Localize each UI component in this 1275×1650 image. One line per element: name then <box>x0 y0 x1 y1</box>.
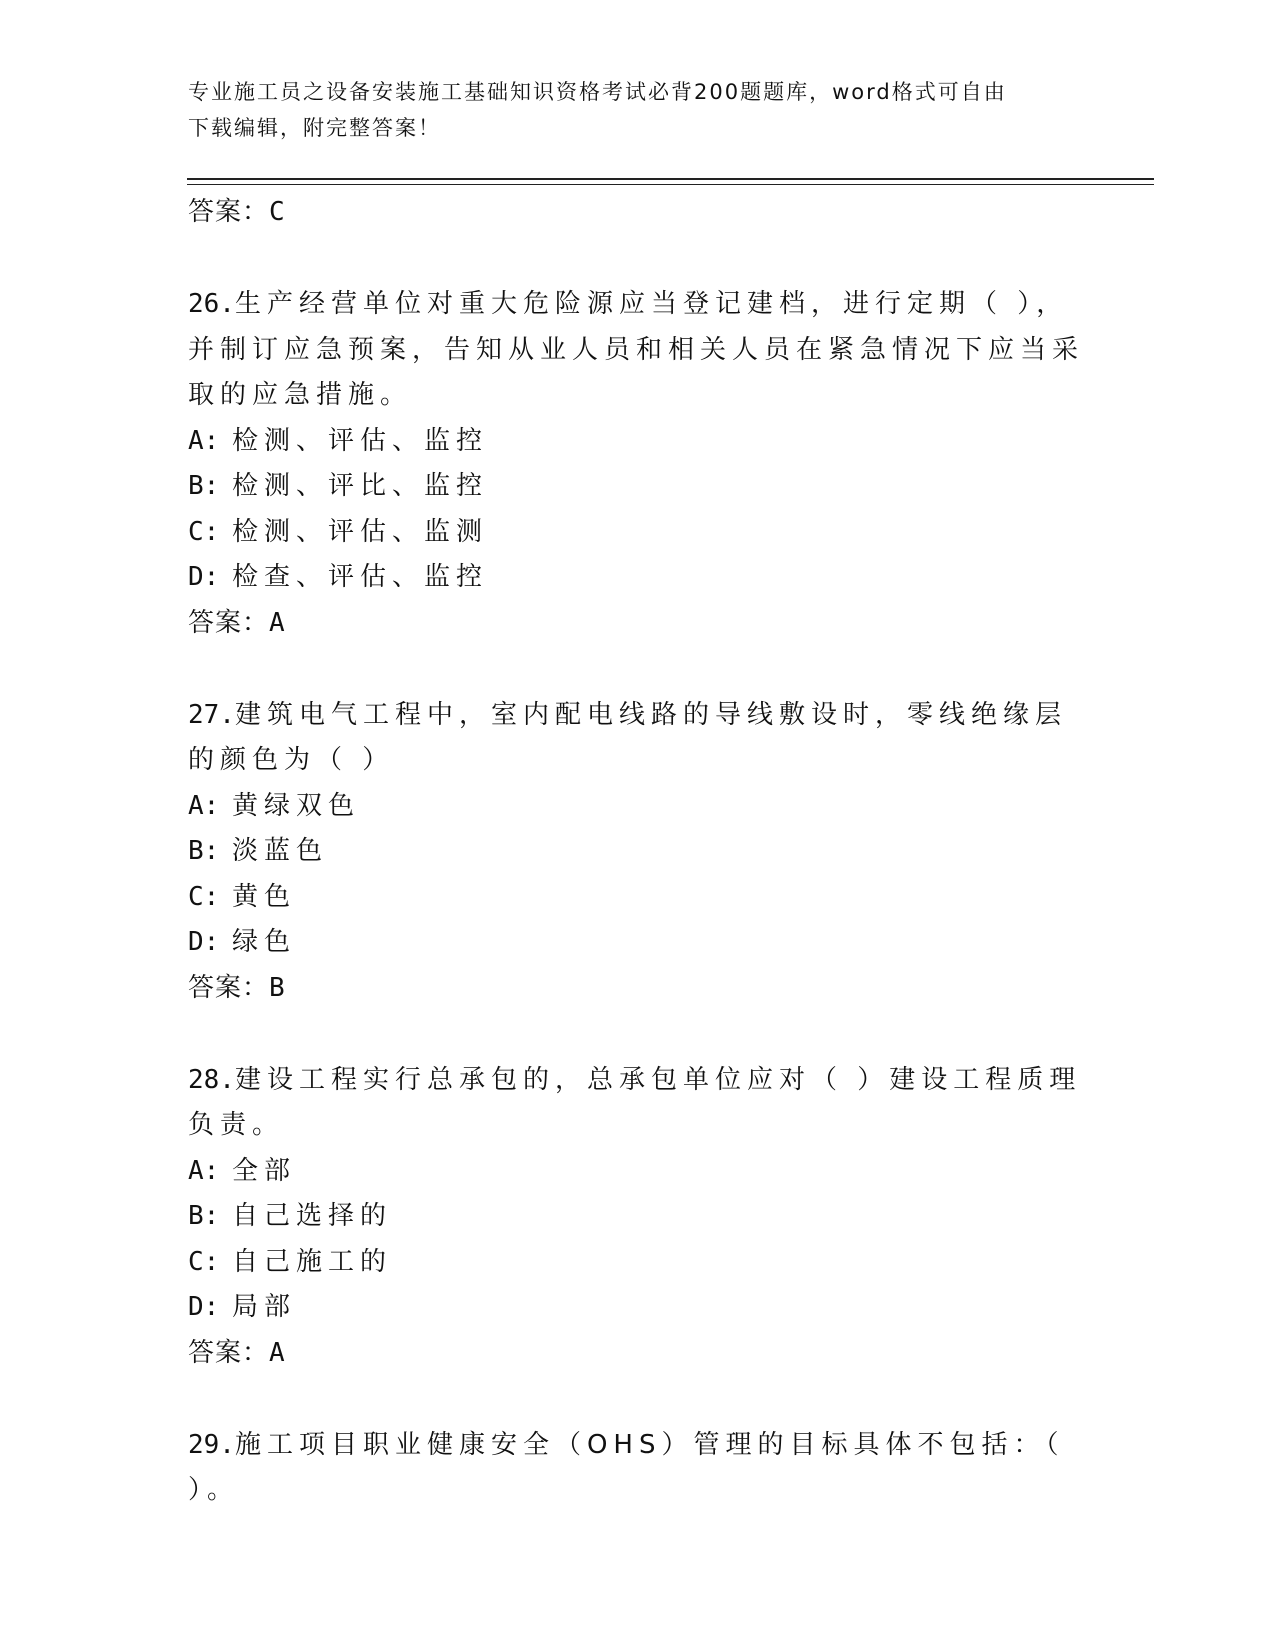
option-letter: B: <box>188 836 220 866</box>
answer-label: 答案： <box>188 972 270 1003</box>
option-text: 黄绿双色 <box>232 790 361 821</box>
option-letter: A: <box>188 1155 220 1186</box>
question-number: 28. <box>188 1064 235 1095</box>
previous-answer <box>188 190 1088 234</box>
answer-value: C <box>269 197 286 227</box>
question-stem: 生产经营单位对重大危险源应当登记建档，进行定期（ ），并制订应急预案，告知从业人员和相关人员在紧急情况下应当采取的应急措施。 <box>188 289 1085 410</box>
option-letter: B: <box>188 471 220 501</box>
answer-label: 答案： <box>188 197 270 227</box>
question-26 <box>188 282 1088 645</box>
answer-value: B <box>269 972 286 1003</box>
option-letter: C: <box>188 881 220 912</box>
document-body <box>188 190 1088 1514</box>
question-text <box>188 1058 1088 1149</box>
option-letter: C: <box>188 516 220 547</box>
option-c <box>188 1240 1088 1286</box>
option-letter: D: <box>188 927 220 957</box>
option-text: 淡蓝色 <box>232 836 329 866</box>
option-a <box>188 784 1088 830</box>
option-text: 自己选择的 <box>232 1201 393 1231</box>
answer <box>188 1331 1088 1375</box>
header-line-1: 专业施工员之设备安装施工基础知识资格考试必背200题题库，word格式可自由 <box>188 80 1007 104</box>
option-a <box>188 419 1088 465</box>
answer <box>188 601 1088 645</box>
option-text: 绿色 <box>232 927 297 957</box>
answer-value: A <box>269 607 286 638</box>
answer <box>188 966 1088 1010</box>
option-letter: B: <box>188 1201 220 1231</box>
option-text: 检测、评比、监控 <box>232 471 489 501</box>
option-b <box>188 829 1088 875</box>
header-divider-thin <box>187 184 1154 185</box>
option-letter: D: <box>188 1292 220 1322</box>
option-d <box>188 555 1088 601</box>
question-stem: 施工项目职业健康安全（OHS）管理的目标具体不包括：（ ）。 <box>188 1429 1065 1505</box>
option-d <box>188 1285 1088 1331</box>
option-c <box>188 510 1088 556</box>
question-text <box>188 1423 1088 1514</box>
option-b <box>188 1194 1088 1240</box>
option-letter: D: <box>188 562 220 592</box>
question-number: 27. <box>188 699 235 730</box>
answer-label: 答案： <box>188 607 270 638</box>
question-27 <box>188 693 1088 1010</box>
question-text <box>188 282 1088 419</box>
option-a <box>188 1149 1088 1195</box>
option-b <box>188 464 1088 510</box>
question-stem: 建筑电气工程中，室内配电线路的导线敷设时，零线绝缘层的颜色为（ ） <box>188 699 1067 775</box>
header-line-2: 下载编辑，附完整答案！ <box>188 116 441 140</box>
question-number: 29. <box>188 1429 235 1460</box>
option-text: 检查、评估、监控 <box>232 562 489 592</box>
question-stem: 建设工程实行总承包的，总承包单位应对（ ）建设工程质理负责。 <box>188 1064 1082 1140</box>
option-d <box>188 920 1088 966</box>
question-text <box>188 693 1088 784</box>
document-header <box>188 74 1088 146</box>
question-28 <box>188 1058 1088 1375</box>
question-29 <box>188 1423 1088 1514</box>
option-letter: C: <box>188 1246 220 1277</box>
option-text: 自己施工的 <box>232 1246 393 1277</box>
option-c <box>188 875 1088 921</box>
option-letter: A: <box>188 790 220 821</box>
option-text: 局部 <box>232 1292 297 1322</box>
option-text: 检测、评估、监测 <box>232 516 489 547</box>
option-text: 检测、评估、监控 <box>232 425 489 456</box>
option-text: 黄色 <box>232 881 297 912</box>
answer-label: 答案： <box>188 1337 270 1368</box>
question-number: 26. <box>188 289 235 319</box>
header-divider-thick <box>187 178 1154 180</box>
option-text: 全部 <box>232 1155 297 1186</box>
answer-value: A <box>269 1337 286 1368</box>
option-letter: A: <box>188 425 220 456</box>
